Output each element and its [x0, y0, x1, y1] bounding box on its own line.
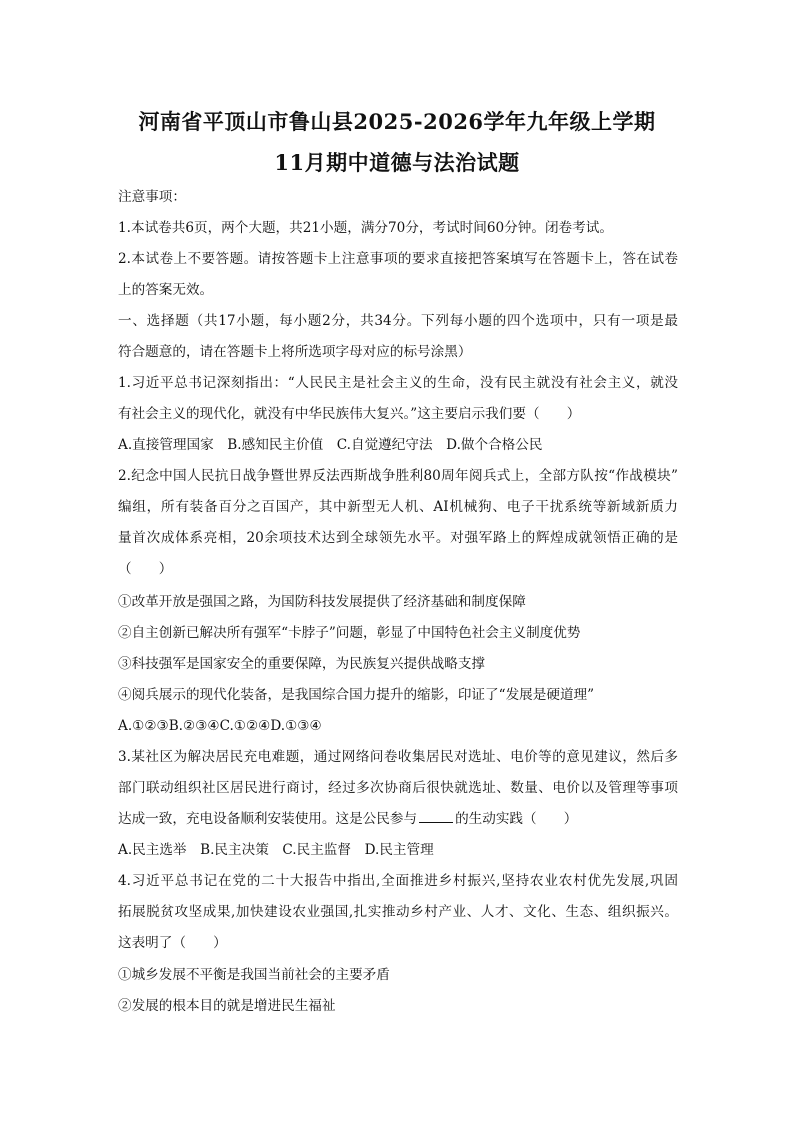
exam-title-line2: 11月期中道德与法治试题 [274, 150, 520, 175]
question-3-line3-part1: 达成一致，充电设备顺利安装使用。这是公民参与 [118, 811, 418, 827]
question-1-line1: 1.习近平总书记深刻指出：“人民民主是社会主义的生命，没有民主就没有社会主义，就没 [118, 375, 678, 391]
question-3-line2: 部门联动组织社区居民进行商讨，经过多次协商后很快就选址、数量、电价以及管理等事项 [118, 780, 678, 796]
question-4-statement-1: ①城乡发展不平衡是我国当前社会的主要矛盾 [118, 967, 390, 983]
question-2-statement-2: ②自主创新已解决所有强军“卡脖子”问题，彰显了中国特色社会主义制度优势 [118, 625, 581, 641]
question-3-line3 [118, 810, 678, 828]
question-2-statement-4: ④阅兵展示的现代化装备，是我国综合国力提升的缩影，印证了“发展是硬道理” [118, 687, 595, 703]
section1-intro-line1: 一、选择题（共17小题，每小题2分，共34分。下列每小题的四个选项中，只有一项是最 [118, 313, 678, 329]
question-2-statement-1: ①改革开放是强国之路，为国防科技发展提供了经济基础和制度保障 [118, 594, 526, 610]
question-4-line1: 4.习近平总书记在党的二十大报告中指出,全面推进乡村振兴,坚持农业农村优先发展,巩固 [118, 873, 678, 889]
section1-intro-line2: 符合题意的，请在答题卡上将所选项字母对应的标号涂黑） [118, 344, 472, 360]
notice-item-2-line1: 2.本试卷上不要答题。请按答题卡上注意事项的要求直接把答案填写在答题卡上，答在试卷 [118, 251, 678, 267]
question-4-line2: 拓展脱贫攻坚成果,加快建设农业强国,扎实推动乡村产业、人才、文化、生态、组织振兴。 [118, 904, 678, 920]
question-2-line2: 编组，所有装备百分之百国产，其中新型无人机、AI机械狗、电子干扰系统等新域新质力 [118, 499, 678, 515]
question-4-statement-2: ②发展的根本目的就是增进民生福祉 [118, 998, 336, 1014]
exam-title-line1: 河南省平顶山市鲁山县2025-2026学年九年级上学期 [138, 109, 656, 134]
question-2-line3: 量首次成体系亮相，20余项技术达到全球领先水平。对强军路上的辉煌成就领悟正确的是 [118, 530, 678, 546]
fill-in-blank [419, 821, 453, 823]
question-2-options: A.①②③B.②③④C.①②④D.①③④ [118, 718, 322, 734]
question-3-options: A.民主选举 B.民主决策 C.民主监督 D.民主管理 [118, 842, 434, 858]
question-2-line1: 2.纪念中国人民抗日战争暨世界反法西斯战争胜利80周年阅兵式上，全部方队按“作战模块” [118, 468, 678, 484]
question-3-line3-part2: 的生动实践（ ） [455, 811, 578, 827]
notice-heading: 注意事项： [118, 189, 186, 205]
question-2-line4: （ ） [118, 561, 173, 577]
question-2-statement-3: ③科技强军是国家安全的重要保障，为民族复兴提供战略支撑 [118, 656, 486, 672]
question-1-line2: 有社会主义的现代化，就没有中华民族伟大复兴。”这主要启示我们要（ ） [118, 406, 581, 422]
question-3-line1: 3.某社区为解决居民充电难题，通过网络问卷收集居民对选址、电价等的意见建议，然后多 [118, 749, 678, 765]
question-1-options: A.直接管理国家 B.感知民主价值 C.自觉遵纪守法 D.做个合格公民 [118, 437, 543, 453]
question-4-line3: 这表明了（ ） [118, 935, 227, 951]
notice-item-2-line2: 上的答案无效。 [118, 282, 214, 298]
notice-item-1: 1.本试卷共6页，两个大题，共21小题，满分70分，考试时间60分钟。闭卷考试。 [118, 220, 613, 236]
